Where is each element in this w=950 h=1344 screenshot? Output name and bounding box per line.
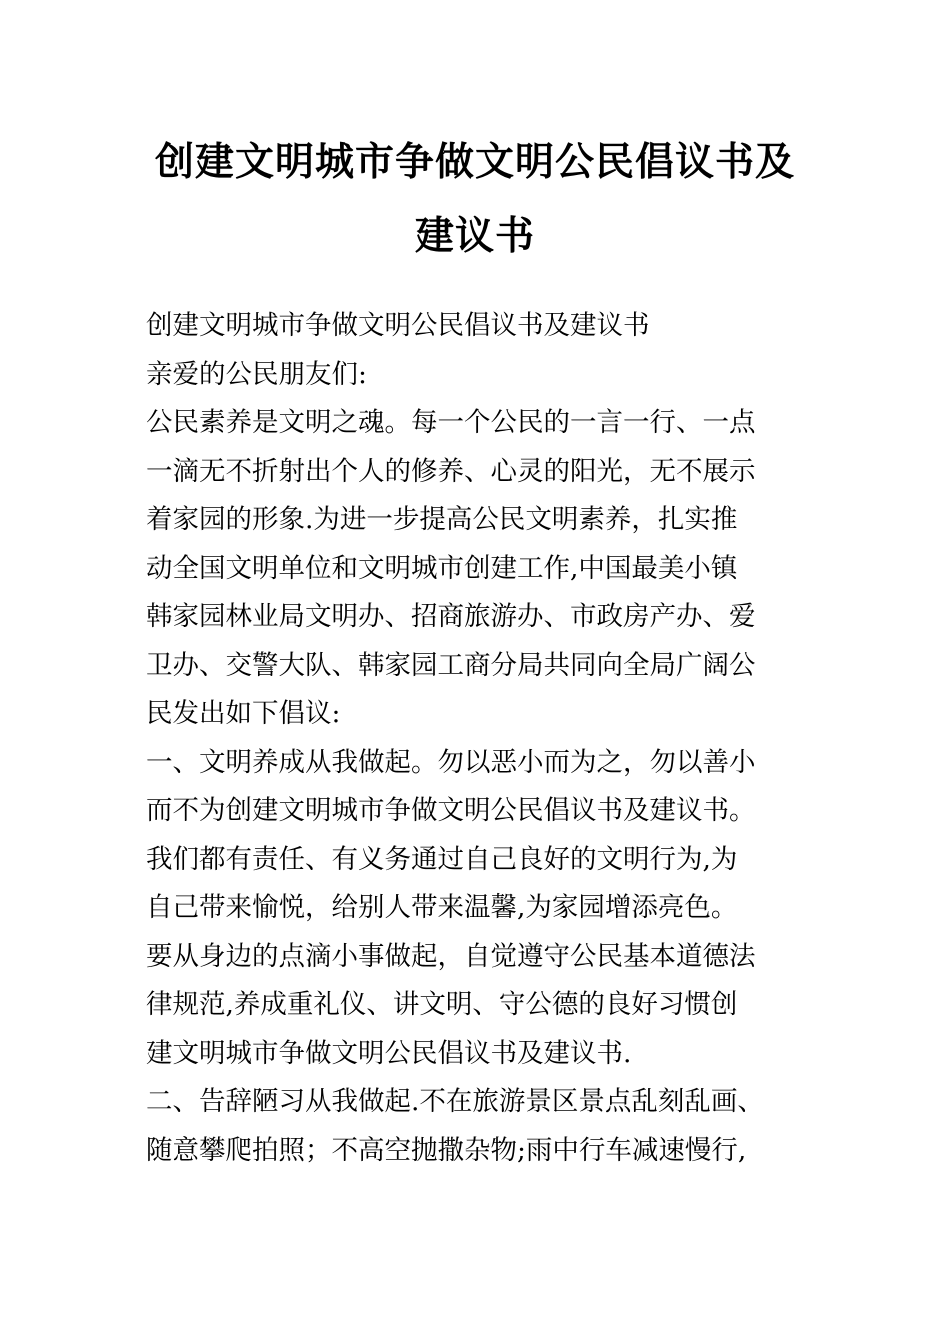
body-line: 建文明城市争做文明公民倡议书及建议书. xyxy=(146,1037,632,1069)
document-title-line-2: 建议书 xyxy=(414,214,535,259)
body-line: 二、告辞陋习从我做起.不在旅游景区景点乱刻乱画、 xyxy=(146,1086,764,1117)
body-line: 要从身边的点滴小事做起，自觉遵守公民基本道德法 xyxy=(146,940,756,972)
document-body xyxy=(146,302,826,1175)
body-line: 律规范,养成重礼仪、讲文明、守公德的良好习惯创 xyxy=(146,989,738,1020)
body-line: 公民素养是文明之魂。每一个公民的一言一行、一点 xyxy=(146,407,756,438)
body-line: 韩家园林业局文明办、招商旅游办、市政房产办、爱 xyxy=(146,601,756,632)
body-line: 自己带来愉悦，给别人带来温馨,为家园增添亮色。 xyxy=(146,892,738,923)
body-line: 着家园的形象.为进一步提高公民文明素养，扎实推 xyxy=(146,504,738,535)
body-line: 一、文明养成从我做起。勿以恶小而为之，勿以善小 xyxy=(146,746,756,778)
body-line: 卫办、交警大队、韩家园工商分局共同向全局广阔公 xyxy=(146,649,756,681)
body-line: 民发出如下倡议: xyxy=(146,698,341,729)
body-line: 创建文明城市争做文明公民倡议书及建议书 xyxy=(146,310,650,341)
document-title-line-1: 创建文明城市争做文明公民倡议书及 xyxy=(154,140,795,185)
body-line: 随意攀爬拍照；不高空抛撒杂物;雨中行车减速慢行, xyxy=(146,1134,747,1166)
body-line: 亲爱的公民朋友们: xyxy=(146,358,367,390)
body-line: 动全国文明单位和文明城市创建工作,中国最美小镇 xyxy=(146,552,738,584)
body-line: 一滴无不折射出个人的修养、心灵的阳光，无不展示 xyxy=(146,455,756,487)
body-line: 而不为创建文明城市争做文明公民倡议书及建议书。 xyxy=(146,795,756,826)
body-line: 我们都有责任、有义务通过自己良好的文明行为,为 xyxy=(146,843,738,875)
